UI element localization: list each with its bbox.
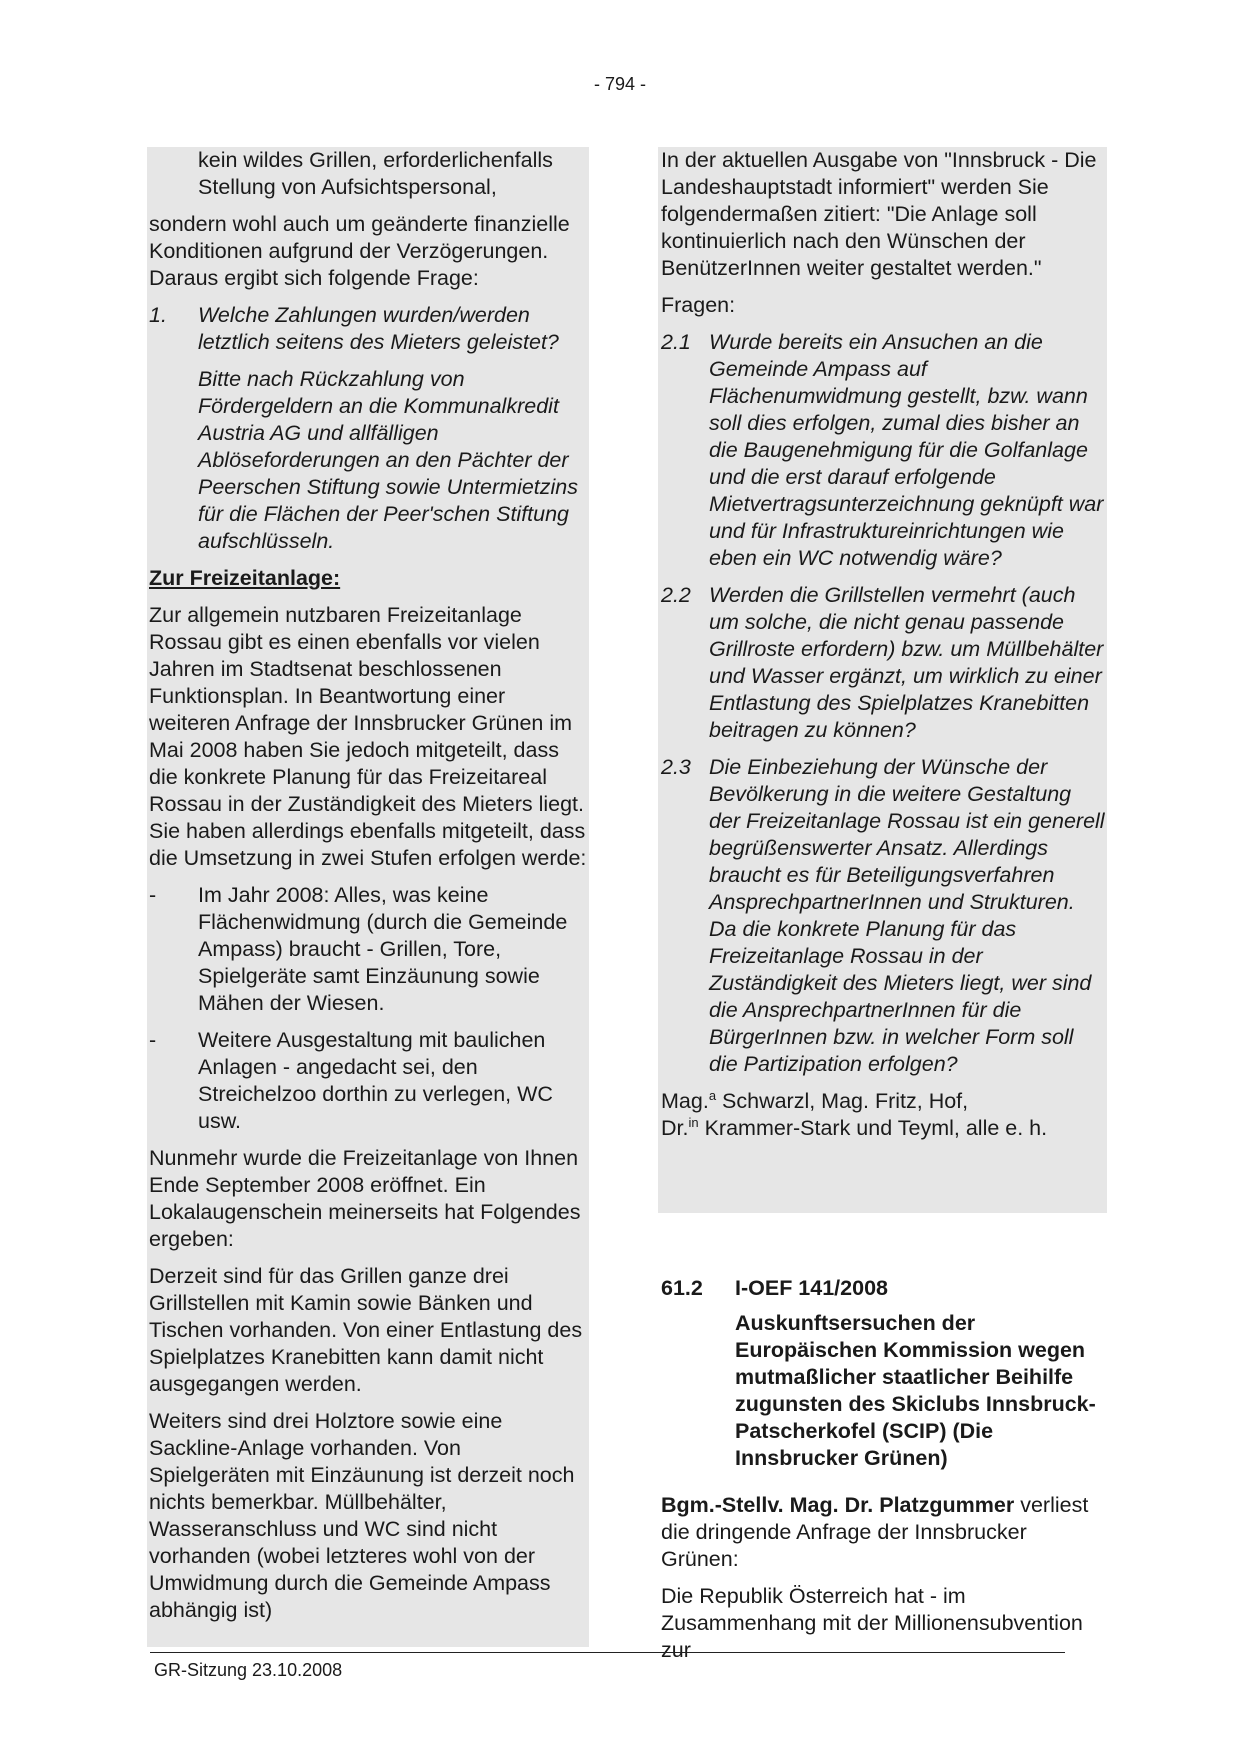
questions-label: Fragen:	[661, 293, 736, 317]
paragraph: Nunmehr wurde die Freizeitanlage von Ihnen Ende September 2008 eröffnet. Ein Lokalaugenschein meinerseits hat Folgendes ergeben:	[149, 1146, 581, 1251]
question-number: 2.2	[661, 583, 691, 607]
paragraph: In der aktuellen Ausgabe von "Innsbruck - Die Landeshauptstadt informiert" werden Sie folgendermaßen zitiert: "Die Anlage soll kontinuierlich nach den Wünschen der BenützerInnen weiter gestaltet werden."	[661, 148, 1097, 280]
question-text-block	[709, 754, 1105, 1078]
agenda-item-title: Auskunftsersuchen der Europäischen Kommission wegen mutmaßlicher staatlicher Beihilfe zugunsten des Skiclubs Innsbruck-Patscherkofel (SCIP) (Die Innsbrucker Grünen)	[735, 1311, 1096, 1470]
bullet-item	[149, 882, 587, 1017]
question-1	[149, 302, 587, 356]
question-2-3	[661, 754, 1105, 1078]
question-2-1	[661, 329, 1105, 572]
page-number: - 794 -	[593, 74, 647, 94]
agenda-item-id: I-OEF 141/2008	[735, 1276, 888, 1300]
bullet-mark: -	[149, 1028, 157, 1052]
bullet-text: Im Jahr 2008: Alles, was keine Flächenwidmung (durch die Gemeinde Ampass) braucht - Grillen, Tore, Spielgeräte samt Einzäunung sowie Mähen der Wiesen.	[198, 883, 568, 1015]
bullet-item	[149, 1027, 587, 1135]
question-text: Die Einbeziehung der Wünsche der Bevölkerung in die weitere Gestaltung der Freizeitanlage Rossau ist ein generell begrüßenswerter Ansatz. Allerdings braucht es für Beteiligungsverfahren AnsprechpartnerInnen und Strukturen.	[709, 755, 1105, 914]
signature-line-2	[661, 1115, 1105, 1142]
paragraph: sondern wohl auch um geänderte finanzielle Konditionen aufgrund der Verzögerungen. Daraus ergibt sich folgende Frage:	[149, 212, 570, 290]
intro-indented-text: kein wildes Grillen, erforderlichenfalls Stellung von Aufsichtspersonal,	[198, 148, 553, 199]
question-number: 1.	[149, 303, 167, 327]
agenda-item-number: 61.2	[661, 1276, 703, 1300]
speaker-paragraph	[661, 1492, 1107, 1573]
paragraph: Derzeit sind für das Grillen ganze drei Grillstellen mit Kamin sowie Bänken und Tischen vorhanden. Von einer Entlastung des Spielplatzes Kranebitten kann damit nicht ausgegangen werden.	[149, 1264, 583, 1396]
sig-title-sup: a	[708, 1087, 717, 1103]
footer-session: GR-Sitzung 23.10.2008	[154, 1660, 343, 1680]
sig-names: Krammer-Stark und Teyml, alle e. h.	[698, 1116, 1048, 1140]
agenda-item-header	[661, 1275, 1107, 1302]
speaker-name: Bgm.-Stellv. Mag. Dr. Platzgummer	[661, 1493, 1015, 1517]
question-text: Werden die Grillstellen vermehrt (auch um solche, die nicht genau passende Grillroste erfordern) bzw. um Müllbehälter und Wasser ergänzt, um wirklich zu einer Entlastung des Spielplatzes Kranebitten beitragen zu können?	[709, 583, 1104, 742]
sig-names: Schwarzl, Mag. Fritz, Hof,	[716, 1089, 969, 1113]
section-heading: Zur Freizeitanlage:	[149, 566, 341, 590]
paragraph: Die Republik Österreich hat - im Zusammenhang mit der Millionensubvention zur	[661, 1584, 1083, 1662]
sig-title-sup: in	[688, 1114, 699, 1130]
question-text: Wurde bereits ein Ansuchen an die Gemeinde Ampass auf Flächenumwidmung gestellt, bzw. wann soll dies erfolgen, zumal dies bisher an die Baugenehmigung für die Golfanlage und die erst darauf erfolgende Mietvertragsunterzeichnung geknüpft war und für Infrastruktureinrichtungen wie eben ein WC notwendig wäre?	[709, 330, 1104, 570]
right-column-plain	[658, 1275, 1107, 1674]
question-text: Welche Zahlungen wurden/werden letztlich seitens des Mieters geleistet?	[198, 303, 559, 354]
question-number: 2.1	[661, 330, 691, 354]
signature-line-1	[661, 1088, 1105, 1115]
question-2-2	[661, 582, 1105, 744]
paragraph: Weiters sind drei Holztore sowie eine Sackline-Anlage vorhanden. Von Spielgeräten mit Einzäunung ist derzeit noch nichts bemerkbar. Müllbehälter, Wasseranschluss und WC sind nicht vorhanden (wobei letzteres wohl von der Umwidmung durch die Gemeinde Ampass abhängig ist)	[149, 1409, 575, 1622]
bullet-mark: -	[149, 883, 157, 907]
bullet-text: Weitere Ausgestaltung mit baulichen Anlagen - angedacht sei, den Streichelzoo dorthin zu verlegen, WC usw.	[198, 1028, 553, 1133]
paragraph: Zur allgemein nutzbaren Freizeitanlage Rossau gibt es einen ebenfalls vor vielen Jahren im Stadtsenat beschlossenen Funktionsplan. In Beantwortung einer weiteren Anfrage der Innsbrucker Grünen im Mai 2008 haben Sie jedoch mitgeteilt, dass die konkrete Planung für das Freizeitareal Rossau in der Zuständigkeit des Mieters liegt. Sie haben allerdings ebenfalls mitgeteilt, dass die Umsetzung in zwei Stufen erfolgen werde:	[149, 603, 587, 870]
footer-divider	[150, 1652, 1065, 1653]
speaker-text: verliest die dringende Anfrage der Innsbrucker Grünen:	[661, 1493, 1089, 1571]
question-number: 2.3	[661, 755, 691, 779]
question-text-continued: Da die konkrete Planung für das Freizeitanlage Rossau in der Zuständigkeit des Mieters liegt, wer sind die AnsprechpartnerInnen für die BürgerInnen bzw. in welcher Form soll die Partizipation erfolgen?	[709, 917, 1092, 1076]
question-detail: Bitte nach Rückzahlung von Fördergeldern an die Kommunalkredit Austria AG und allfälligen Ablöseforderungen an den Pächter der Peerschen Stiftung sowie Untermietzins für die Flächen der Peer'schen Stiftung aufschlüsseln.	[198, 367, 579, 553]
left-column	[147, 147, 589, 1647]
sig-title: Mag.	[661, 1089, 709, 1113]
sig-title: Dr.	[661, 1116, 689, 1140]
signatures	[661, 1088, 1105, 1142]
right-column-shaded	[658, 147, 1107, 1213]
